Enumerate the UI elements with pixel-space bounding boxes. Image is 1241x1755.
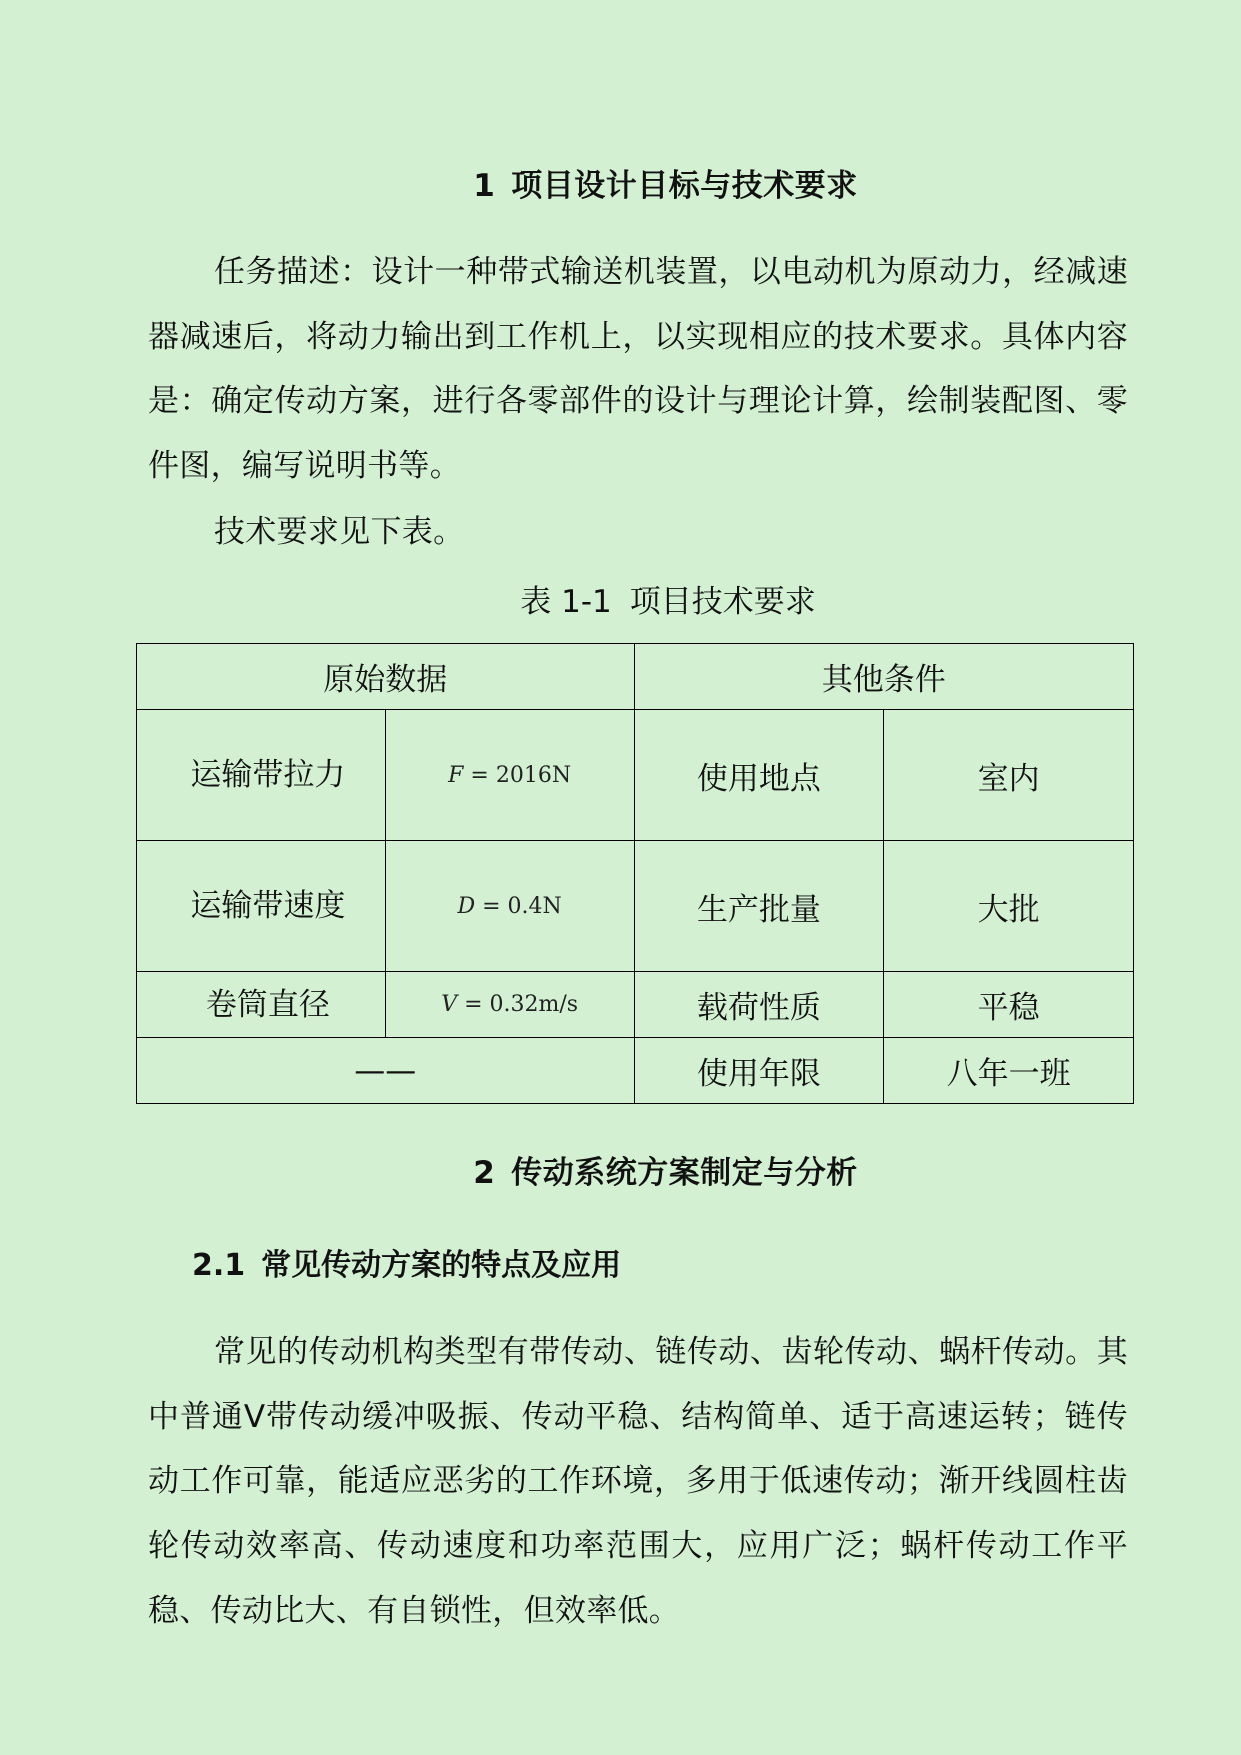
task-description-paragraph: 任务描述：设计一种带式输送机装置，以电动机为原动力，经减速器减速后，将动力输出到工作机上，以实现相应的技术要求。具体内容是：确定传动方案，进行各零部件的设计与理论计算，绘制装配图、零件图，编写说明书等。 [148,254,1128,485]
param-label: 运输带速度 [137,841,386,972]
condition-label: 使用年限 [634,1038,884,1104]
table-row [137,710,1134,841]
header-other-conditions: 其他条件 [634,644,1133,710]
condition-value: 室内 [884,710,1134,841]
section-2-number: 2 [473,1155,496,1191]
section-1-heading [0,160,1241,205]
section-1-title: 项目设计目标与技术要求 [511,168,858,204]
tech-requirements-table [136,643,1134,1104]
section-2-heading [0,1147,1241,1192]
condition-value: 平稳 [884,972,1134,1038]
condition-label: 生产批量 [634,841,884,972]
table-caption-number: 表 1-1 [520,584,612,620]
tech-requirement-note: 技术要求见下表。 [214,514,465,550]
placeholder-dash: —— [137,1038,635,1104]
condition-value: 八年一班 [884,1038,1134,1104]
table-row [137,841,1134,972]
condition-label: 使用地点 [634,710,884,841]
table-row [137,972,1134,1038]
param-formula: F = 2016N [385,710,634,841]
section-2-1-heading [192,1240,621,1284]
section-2-1-title: 常见传动方案的特点及应用 [261,1248,622,1283]
table-header-row [137,644,1134,710]
table-row [137,1038,1134,1104]
table-caption-title: 项目技术要求 [629,584,816,620]
header-original-data: 原始数据 [137,644,635,710]
section-2-title: 传动系统方案制定与分析 [511,1155,858,1191]
param-label: 运输带拉力 [137,710,386,841]
section-1-number: 1 [473,168,496,204]
param-label: 卷筒直径 [137,972,386,1038]
param-formula: D = 0.4N [385,841,634,972]
condition-value: 大批 [884,841,1134,972]
section-2-1-number: 2.1 [192,1248,246,1283]
table-caption [0,576,1241,621]
drive-types-paragraph: 常见的传动机构类型有带传动、链传动、齿轮传动、蜗杆传动。其中普通V带传动缓冲吸振、传动平稳、结构简单、适于高速运转；链传动工作可靠，能适应恶劣的工作环境，多用于低速传动；渐开线圆柱齿轮传动效率高、传动速度和功率范围大，应用广泛；蜗杆传动工作平稳、传动比大、有自锁性，但效率低。 [148,1334,1128,1629]
condition-label: 载荷性质 [634,972,884,1038]
param-formula: V = 0.32m/s [385,972,634,1038]
